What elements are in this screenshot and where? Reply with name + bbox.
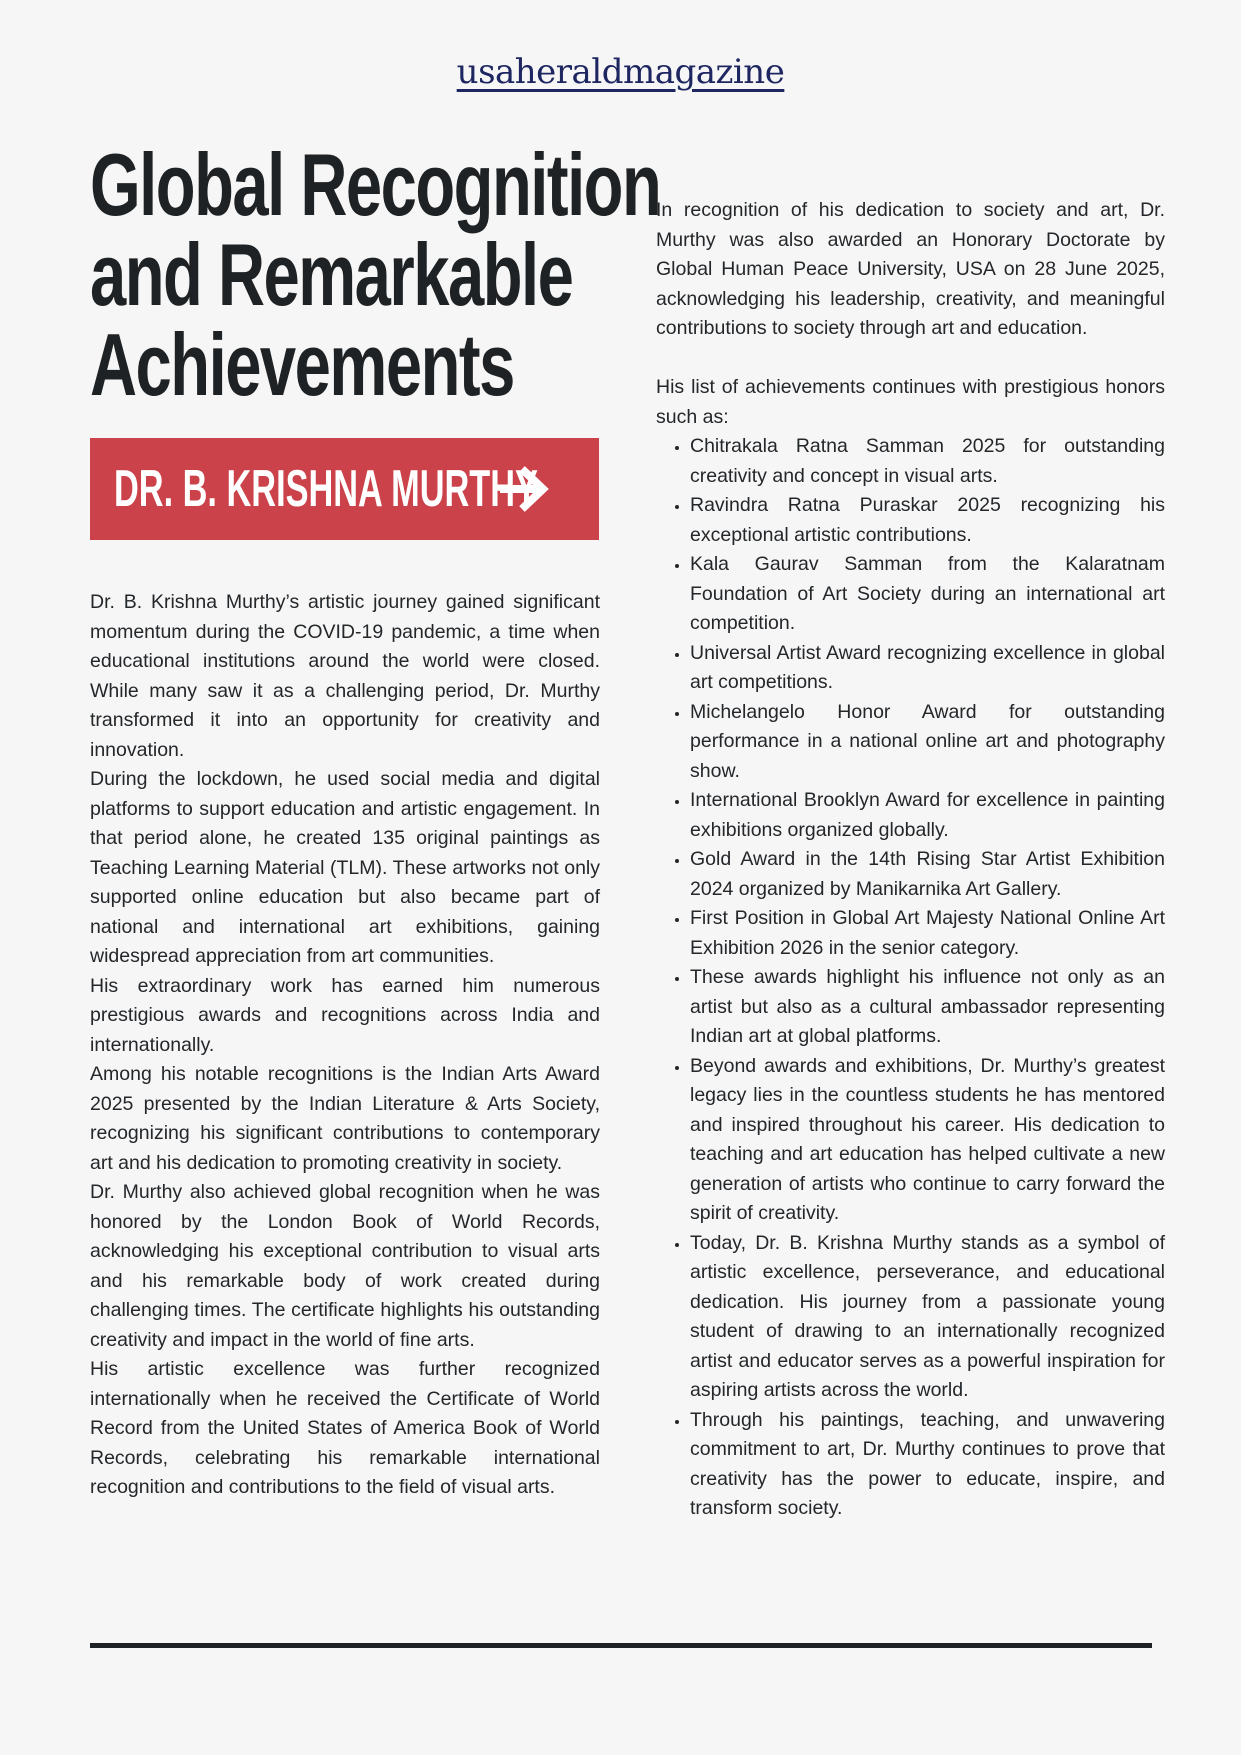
right-column (656, 196, 1165, 1524)
list-item: • Kala Gaurav Samman from the Kalaratnam Foundation of Art Society during an international art competition. (690, 550, 1165, 639)
list-item: • Beyond awards and exhibitions, Dr. Murthy’s greatest legacy lies in the countless students he has mentored and inspired throughout his career. His dedication to teaching and art education has helped cultivate a new generation of artists who continue to carry forward the spirit of creativity. (690, 1052, 1165, 1229)
list-item: • Chitrakala Ratna Samman 2025 for outstanding creativity and concept in visual arts. (690, 432, 1165, 491)
list-item: • First Position in Global Art Majesty National Online Art Exhibition 2026 in the senior category. (690, 904, 1165, 963)
list-item: • International Brooklyn Award for excellence in painting exhibitions organized globally. (690, 786, 1165, 845)
list-item: • Ravindra Ratna Puraskar 2025 recognizing his exceptional artistic contributions. (690, 491, 1165, 550)
paragraph: His extraordinary work has earned him numerous prestigious awards and recognitions across India and internationally. (90, 974, 600, 1056)
headline-line-3: Achievements (90, 315, 514, 414)
paragraph: Dr. Murthy also achieved global recognition when he was honored by the London Book of World Records, acknowledging his exceptional contribution to visual arts and his remarkable body of work created during challenging times. The certificate highlights his outstanding creativity and impact in the world of fine arts. (90, 1181, 600, 1351)
name-banner-label: DR. B. KRISHNA MURTHY (114, 460, 538, 518)
list-item: • Michelangelo Honor Award for outstanding performance in a national online art and photography show. (690, 698, 1165, 787)
page-title (90, 135, 661, 414)
headline-line-1: Global Recognition (90, 135, 661, 234)
footer-divider (90, 1643, 1152, 1648)
masthead (0, 52, 1241, 92)
achievements-intro: His list of achievements continues with prestigious honors such as: (656, 376, 1165, 428)
headline-line-2: and Remarkable (90, 225, 573, 324)
paragraph: His artistic excellence was further recognized internationally when he received the Certificate of World Record from the United States of America Book of World Records, celebrating his remarkable international recognition and contributions to the field of visual arts. (90, 1358, 600, 1498)
name-banner-button[interactable] (90, 438, 599, 540)
paragraph: Dr. B. Krishna Murthy’s artistic journey gained significant momentum during the COVID-19 pandemic, a time when educational institutions around the world were closed. While many saw it as a challenging period, Dr. Murthy transformed it into an opportunity for creativity and innovation. (90, 591, 600, 761)
paragraph: Among his notable recognitions is the Indian Arts Award 2025 presented by the Indian Literature & Arts Society, recognizing his significant contributions to contemporary art and his dedication to promoting creativity in society. (90, 1063, 600, 1174)
list-item: • These awards highlight his influence not only as an artist but also as a cultural ambassador representing Indian art at global platforms. (690, 963, 1165, 1052)
list-item: • Universal Artist Award recognizing excellence in global art competitions. (690, 639, 1165, 698)
achievements-list (656, 432, 1165, 1524)
paragraph: During the lockdown, he used social media and digital platforms to support education and artistic engagement. In that period alone, he created 135 original paintings as Teaching Learning Material (TLM). These artworks not only supported online education but also became part of national and international art exhibitions, gaining widespread appreciation from art communities. (90, 768, 600, 967)
site-name-link[interactable]: usaheraldmagazine (456, 52, 785, 92)
list-item: • Today, Dr. B. Krishna Murthy stands as a symbol of artistic excellence, perseverance, and educational dedication. His journey from a passionate young student of drawing to an internationally recognized artist and educator serves as a powerful inspiration for aspiring artists across the world. (690, 1229, 1165, 1406)
honorary-doctorate-paragraph: In recognition of his dedication to society and art, Dr. Murthy was also awarded an Honorary Doctorate by Global Human Peace University, USA on 28 June 2025, acknowledging his leadership, creativity, and meaningful contributions to society through art and education. (656, 199, 1165, 339)
left-column (90, 135, 661, 1503)
left-article-body (90, 588, 600, 1503)
list-item: • Gold Award in the 14th Rising Star Artist Exhibition 2024 organized by Manikarnika Art Gallery. (690, 845, 1165, 904)
list-item: • Through his paintings, teaching, and unwavering commitment to art, Dr. Murthy continues to prove that creativity has the power to educate, inspire, and transform society. (690, 1406, 1165, 1524)
